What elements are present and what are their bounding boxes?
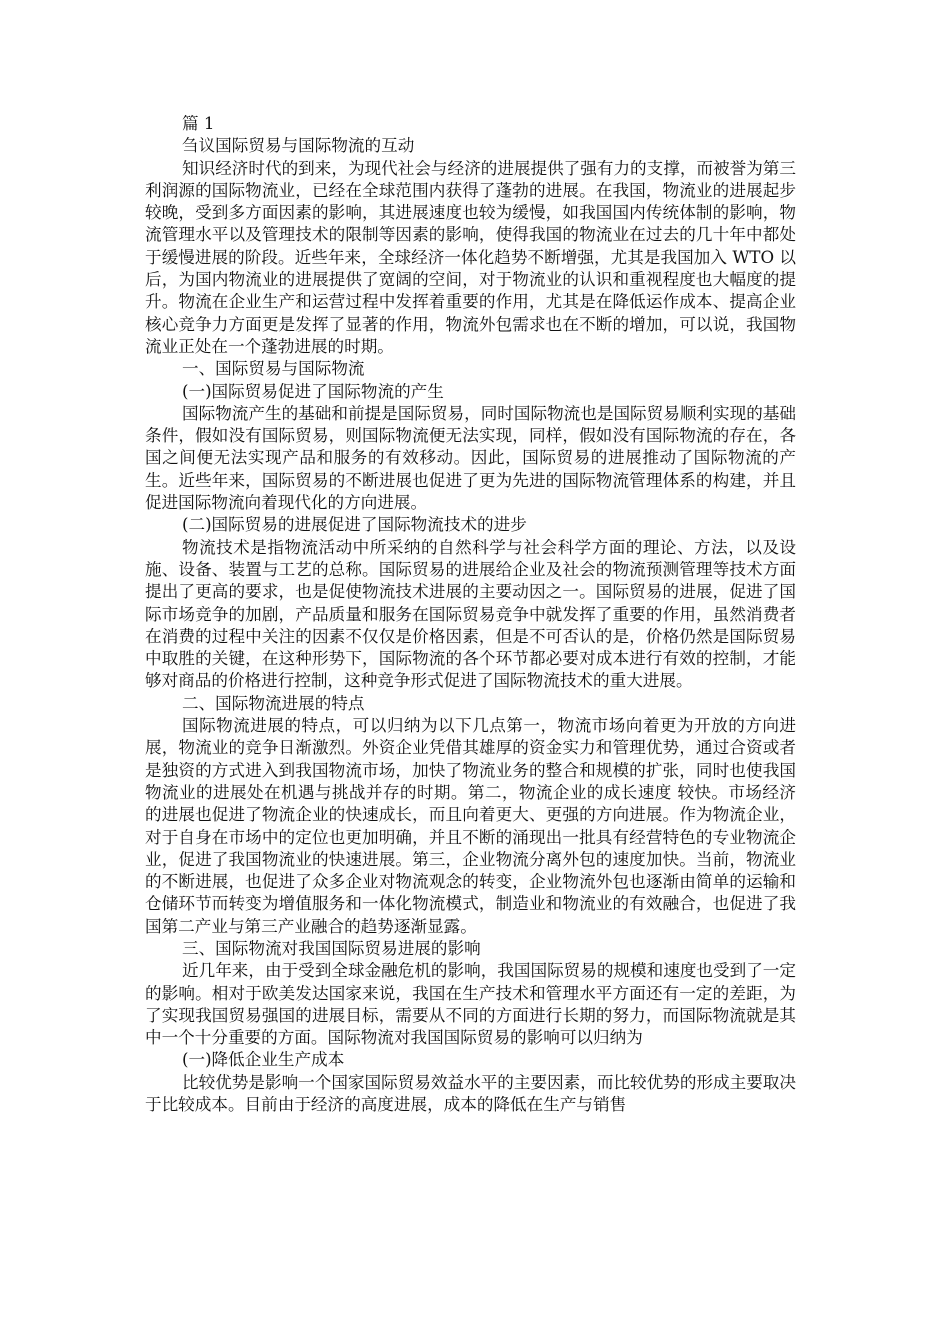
paragraph: 国际物流产生的基础和前提是国际贸易，同时国际物流也是国际贸易顺利实现的基础条件，假如没有国际贸易，则国际物流便无法实现，同样，假如没有国际物流的存在，各国之间便无法实现产品和服务的有效移动。因此，国际贸易的进展推动了国际物流的产生。近些年来，国际贸易的不断进展也促进了更为先进的国际物流管理体系的构建，并且促进国际物流向着现代化的方向进展。 [145,403,796,513]
paragraph: 国际物流进展的特点，可以归纳为以下几点第一，物流市场向着更为开放的方向进展，物流业的竞争日渐激烈。外资企业凭借其雄厚的资金实力和管理优势，通过合资或者是独资的方式进入到我国物流市场，加快了物流业务的整合和规模的扩张，同时也使我国物流业的进展处在机遇与挑战并存的时期。第二，物流企业的成长速度 较快。市场经济的进展也促进了物流企业的快速成长，而且向着更大、更强的方向进展。作为物流企业，对于自身在市场中的定位也更加明确，并且不断的涌现出一批具有经营特色的专业物流企业，促进了我国物流业的快速进展。第三，企业物流分离外包的速度加快。当前，物流业的不断进展，也促进了众多企业对物流观念的转变，企业物流外包也逐渐由简单的运输和仓储环节而转变为增值服务和一体化物流模式，制造业和物流业的有效融合，也促进了我国第二产业与第三产业融合的趋势逐渐显露。 [145,716,796,936]
section-heading: 二、国际物流进展的特点 [182,693,365,713]
subsection-heading: (一)降低企业生产成本 [182,1050,345,1070]
paragraph: 比较优势是影响一个国家国际贸易效益水平的主要因素，而比较优势的形成主要取决于比较成本。目前由于经济的高度进展，成本的降低在生产与销售 [145,1072,796,1115]
section-heading: 一、国际贸易与国际物流 [182,359,365,379]
paragraph: 近几年来，由于受到全球金融危机的影响，我国国际贸易的规模和速度也受到了一定的影响。相对于欧美发达国家来说，我国在生产技术和管理水平方面还有一定的差距，为了实现我国贸易强国的进展目标，需要从不同的方面进行长期的努力，而国际物流就是其中一个十分重要的方面。国际物流对我国国际贸易的影响可以归纳为 [145,961,796,1048]
paragraph: 知识经济时代的到来，为现代社会与经济的进展提供了强有力的支撑，而被誉为第三利润源的国际物流业，已经在全球范围内获得了蓬勃的进展。在我国，物流业的进展起步较晚，受到多方面因素的影响，其进展速度也较为缓慢，如我国国内传统体制的影响，物流管理水平以及管理技术的限制等因素的影响，使得我国的物流业在过去的几十年中都处于缓慢进展的阶段。近些年来，全球经济一体化趋势不断增强，尤其是我国加入 WTO 以后，为国内物流业的进展提供了宽阔的空间，对于物流业的认识和重视程度也大幅度的提升。物流在企业生产和运营过程中发挥着重要的作用，尤其是在降低运作成本、提高企业核心竞争力方面更是发挥了显著的作用，物流外包需求也在不断的增加，可以说，我国物流业正处在一个蓬勃进展的时期。 [145,158,796,356]
subsection-heading: (二)国际贸易的进展促进了国际物流技术的进步 [182,515,527,535]
document-title: 刍议国际贸易与国际物流的互动 [182,136,415,156]
document-page [145,113,796,1116]
subsection-heading: (一)国际贸易促进了国际物流的产生 [182,381,444,401]
section-label: 篇 1 [182,114,215,133]
paragraph: 物流技术是指物流活动中所采纳的自然科学与社会科学方面的理论、方法，以及设施、设备、装置与工艺的总称。国际贸易的进展给企业及社会的物流预测管理等技术方面提出了更高的要求，也是促使物流技术进展的主要动因之一。国际贸易的进展，促进了国际市场竞争的加剧，产品质量和服务在国际贸易竞争中就发挥了重要的作用，虽然消费者在消费的过程中关注的因素不仅仅是价格因素，但是不可否认的是，价格仍然是国际贸易中取胜的关键，在这种形势下，国际物流的各个环节都必要对成本进行有效的控制，才能够对商品的价格进行控制，这种竞争形式促进了国际物流技术的重大进展。 [145,537,796,691]
section-heading: 三、国际物流对我国国际贸易进展的影响 [182,938,481,958]
